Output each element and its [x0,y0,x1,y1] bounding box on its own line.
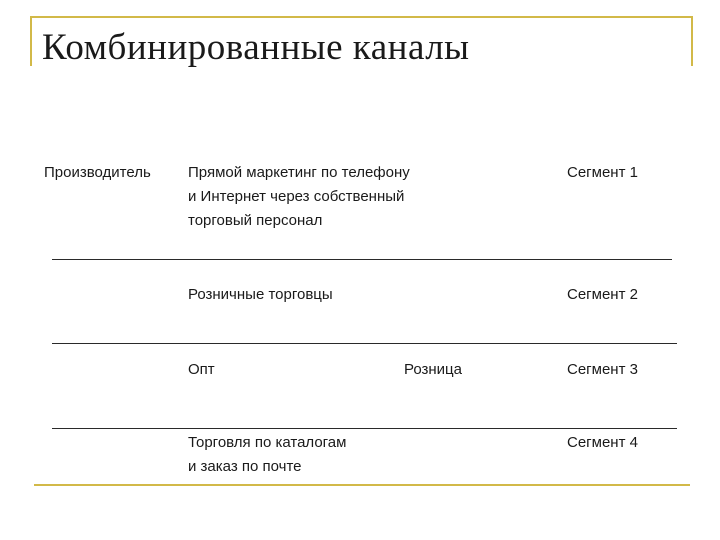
channel-row-4-line-2: и заказ по почте [188,458,302,475]
channel-row-1-line-3: торговый персонал [188,212,323,229]
channel-row-3-line-1: Опт [188,361,215,378]
channel-row-1-line-1: Прямой маркетинг по телефону [188,164,410,181]
channel-row-2 [188,283,333,307]
slide-frame-top [30,16,693,18]
channel-row-4-line-1: Торговля по каталогам [188,434,347,451]
slide-frame-right [691,16,693,66]
channel-row-2-line-1: Розничные торговцы [188,286,333,303]
channel-row-4 [188,431,346,479]
intermediary-row-3: Розница [404,361,462,378]
segment-row-3: Сегмент 3 [567,361,638,378]
segment-row-1: Сегмент 1 [567,164,638,181]
slide-frame-left [30,16,32,66]
row-divider-2 [52,343,677,344]
channel-row-3 [188,358,215,382]
channel-row-1 [188,161,410,233]
channel-row-1-line-2: и Интернет через собственный [188,188,405,205]
row-divider-3 [52,428,677,429]
producer-label: Производитель [44,164,151,181]
row-divider-1 [52,259,672,260]
segment-row-2: Сегмент 2 [567,286,638,303]
slide-title: Комбинированные каналы [42,27,470,68]
slide-frame-bottom [34,484,690,486]
segment-row-4: Сегмент 4 [567,434,638,451]
